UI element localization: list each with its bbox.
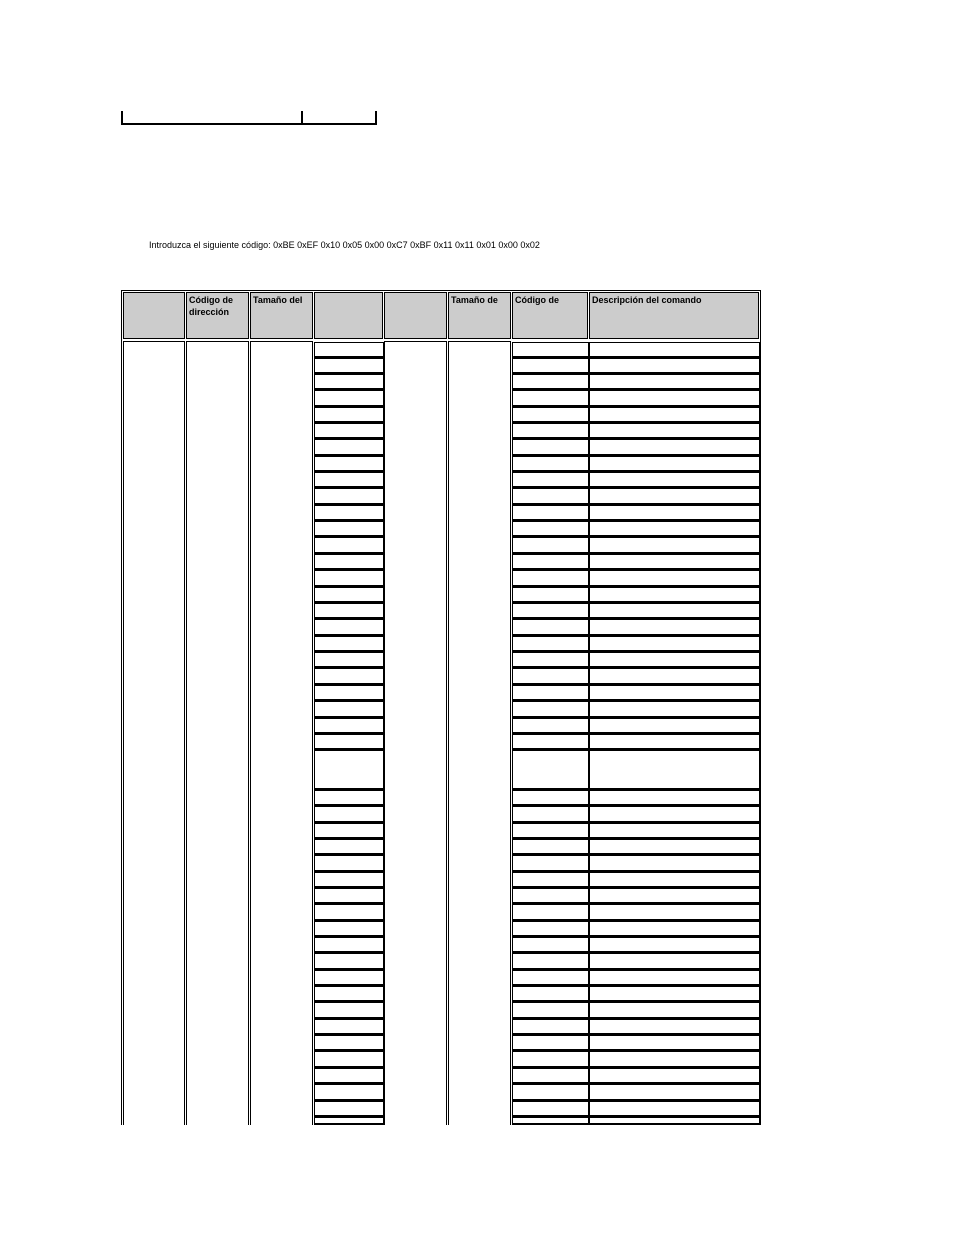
col4-cell xyxy=(314,423,384,439)
code-cell xyxy=(512,1051,589,1068)
col4-cell xyxy=(314,603,384,619)
col4-cell xyxy=(314,472,384,488)
col4-cell xyxy=(314,1035,384,1051)
col4-cell xyxy=(314,488,384,505)
code-cell xyxy=(512,1035,589,1051)
code-cell xyxy=(512,603,589,619)
description-cell xyxy=(589,636,760,652)
command-table xyxy=(121,290,761,1125)
intro-text: Introduzca el siguiente código: 0xBE 0xEF 0x10 0x05 0x00 0xC7 0xBF 0x11 0x11 0x01 0x00 0x02 xyxy=(149,240,540,250)
description-cell xyxy=(589,652,760,668)
description-cell xyxy=(589,488,760,505)
col4-cell xyxy=(314,986,384,1002)
col4-cell xyxy=(314,1051,384,1068)
code-cell xyxy=(512,855,589,872)
col4-cell xyxy=(314,390,384,407)
code-cell xyxy=(512,505,589,521)
code-cell xyxy=(512,423,589,439)
col4-cell xyxy=(314,652,384,668)
col4-cell xyxy=(314,685,384,701)
description-cell xyxy=(589,1035,760,1051)
col4-cell xyxy=(314,937,384,953)
col4-cell xyxy=(314,439,384,456)
code-cell xyxy=(512,701,589,718)
description-cell xyxy=(589,603,760,619)
description-cell xyxy=(589,806,760,823)
description-cell xyxy=(589,537,760,554)
top-rule xyxy=(121,111,377,125)
description-cell xyxy=(589,570,760,587)
header-cell-5 xyxy=(384,292,447,339)
description-cell xyxy=(589,439,760,456)
code-cell xyxy=(512,953,589,970)
code-cell xyxy=(512,872,589,888)
description-cell xyxy=(589,668,760,685)
col4-cell xyxy=(314,1068,384,1084)
description-cell xyxy=(589,554,760,570)
col4-cell xyxy=(314,1084,384,1101)
code-cell xyxy=(512,888,589,904)
code-cell xyxy=(512,537,589,554)
col4-cell xyxy=(314,358,384,374)
code-cell xyxy=(512,439,589,456)
description-cell xyxy=(589,904,760,921)
description-cell xyxy=(589,472,760,488)
code-cell xyxy=(512,587,589,603)
code-cell xyxy=(512,456,589,472)
body-cell-1 xyxy=(123,341,185,1125)
col4-cell xyxy=(314,970,384,986)
code-cell xyxy=(512,839,589,855)
col4-cell xyxy=(314,953,384,970)
col4-cell xyxy=(314,790,384,806)
code-cell xyxy=(512,1084,589,1101)
body-cell-5 xyxy=(384,341,447,1125)
col4-cell xyxy=(314,1101,384,1117)
description-cell xyxy=(589,970,760,986)
code-cell xyxy=(512,734,589,750)
code-cell xyxy=(512,937,589,953)
description-cell xyxy=(589,1068,760,1084)
description-cell xyxy=(589,1019,760,1035)
description-cell xyxy=(589,374,760,390)
code-cell xyxy=(512,921,589,937)
description-cell xyxy=(589,342,760,358)
code-cell xyxy=(512,750,589,790)
code-cell xyxy=(512,374,589,390)
col4-cell xyxy=(314,904,384,921)
code-cell xyxy=(512,685,589,701)
col4-cell xyxy=(314,505,384,521)
description-cell xyxy=(589,1117,760,1125)
code-cell xyxy=(512,806,589,823)
code-cell xyxy=(512,986,589,1002)
col4-cell xyxy=(314,668,384,685)
description-cell xyxy=(589,734,760,750)
body-cell-address-code xyxy=(186,341,249,1125)
description-cell xyxy=(589,953,760,970)
header-cell-4 xyxy=(314,292,383,339)
header-cell-1 xyxy=(123,292,185,339)
col4-cell xyxy=(314,554,384,570)
body-cell-data-size xyxy=(448,341,511,1125)
description-cell xyxy=(589,937,760,953)
col4-cell xyxy=(314,407,384,423)
description-cell xyxy=(589,790,760,806)
header-cell-address-code: Código de dirección xyxy=(186,292,249,339)
col4-cell xyxy=(314,750,384,790)
code-cell xyxy=(512,904,589,921)
description-cell xyxy=(589,718,760,734)
code-cell xyxy=(512,521,589,537)
description-cell xyxy=(589,521,760,537)
col4-cell xyxy=(314,619,384,636)
code-cell xyxy=(512,472,589,488)
col4-cell xyxy=(314,1117,384,1125)
description-cell xyxy=(589,855,760,872)
col4-cell xyxy=(314,342,384,358)
col4-cell xyxy=(314,374,384,390)
col4-cell xyxy=(314,872,384,888)
code-cell xyxy=(512,823,589,839)
code-cell xyxy=(512,1002,589,1019)
code-cell xyxy=(512,390,589,407)
description-cell xyxy=(589,587,760,603)
header-cell-size: Tamaño del xyxy=(250,292,313,339)
col4-cell xyxy=(314,1002,384,1019)
col4-cell xyxy=(314,718,384,734)
description-cell xyxy=(589,456,760,472)
description-cell xyxy=(589,1101,760,1117)
description-cell xyxy=(589,839,760,855)
code-cell xyxy=(512,1019,589,1035)
description-cell xyxy=(589,701,760,718)
header-cell-command-description: Descripción del comando xyxy=(589,292,759,339)
col4-cell xyxy=(314,839,384,855)
code-cell xyxy=(512,668,589,685)
col4-cell xyxy=(314,521,384,537)
col4-cell xyxy=(314,921,384,937)
code-cell xyxy=(512,636,589,652)
code-cell xyxy=(512,342,589,358)
header-cell-data-size: Tamaño de xyxy=(448,292,511,339)
description-cell xyxy=(589,505,760,521)
col4-cell xyxy=(314,570,384,587)
code-cell xyxy=(512,790,589,806)
description-cell xyxy=(589,823,760,839)
code-cell xyxy=(512,570,589,587)
col4-cell xyxy=(314,587,384,603)
description-cell xyxy=(589,358,760,374)
code-cell xyxy=(512,407,589,423)
body-cell-size xyxy=(250,341,313,1125)
col4-cell xyxy=(314,537,384,554)
description-cell xyxy=(589,1002,760,1019)
code-cell xyxy=(512,619,589,636)
col4-cell xyxy=(314,823,384,839)
col4-cell xyxy=(314,806,384,823)
description-cell xyxy=(589,986,760,1002)
description-cell xyxy=(589,1051,760,1068)
top-rule-line xyxy=(121,123,377,125)
code-cell xyxy=(512,652,589,668)
code-cell xyxy=(512,1068,589,1084)
description-cell xyxy=(589,407,760,423)
description-cell xyxy=(589,921,760,937)
col4-cell xyxy=(314,855,384,872)
description-cell xyxy=(589,888,760,904)
col4-cell xyxy=(314,1019,384,1035)
col4-cell xyxy=(314,636,384,652)
description-cell xyxy=(589,390,760,407)
col4-cell xyxy=(314,456,384,472)
code-cell xyxy=(512,554,589,570)
code-cell xyxy=(512,1101,589,1117)
code-cell xyxy=(512,358,589,374)
code-cell xyxy=(512,970,589,986)
header-cell-code: Código de xyxy=(512,292,588,339)
description-cell xyxy=(589,1084,760,1101)
code-cell xyxy=(512,1117,589,1125)
description-cell xyxy=(589,685,760,701)
description-cell xyxy=(589,423,760,439)
description-cell xyxy=(589,750,760,790)
col4-cell xyxy=(314,734,384,750)
description-cell xyxy=(589,872,760,888)
col4-cell xyxy=(314,701,384,718)
description-cell xyxy=(589,619,760,636)
code-cell xyxy=(512,718,589,734)
col4-cell xyxy=(314,888,384,904)
code-cell xyxy=(512,488,589,505)
